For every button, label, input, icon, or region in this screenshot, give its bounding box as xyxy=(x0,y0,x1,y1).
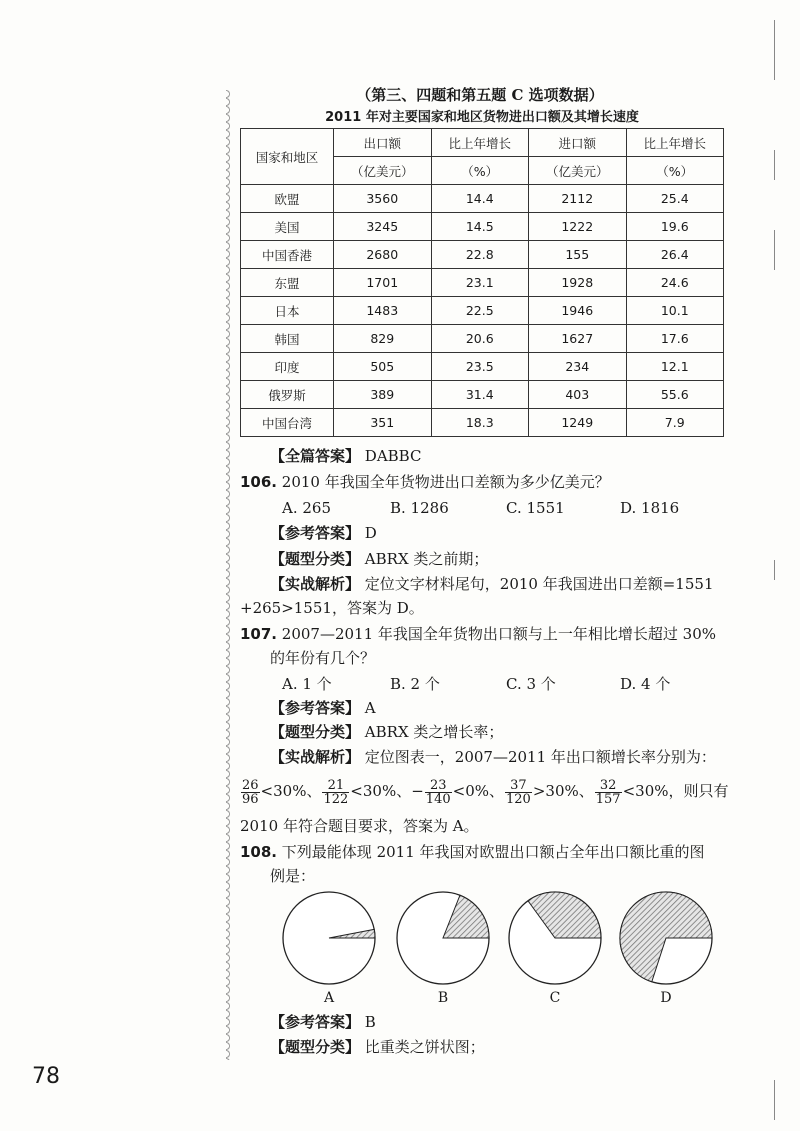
fraction-numerator: 23 xyxy=(425,779,452,793)
fraction-denominator: 96 xyxy=(242,791,259,807)
table-header-cell: 比上年增长 xyxy=(431,129,529,157)
value-cell: 1701 xyxy=(334,269,432,297)
fraction xyxy=(595,779,622,806)
fraction xyxy=(241,779,260,806)
value-cell: 2112 xyxy=(529,185,627,213)
value-cell: 1483 xyxy=(334,297,432,325)
analysis-text: 定位图表一，2007—2011 年出口额增长率分别为： xyxy=(364,748,716,766)
fraction xyxy=(505,779,532,806)
analysis-line xyxy=(270,747,716,767)
table-unit-cell: （亿美元） xyxy=(334,157,432,185)
option-d: D. 4 个 xyxy=(620,675,671,693)
question-text-continued: 例是： xyxy=(270,867,316,885)
fraction-denominator: 157 xyxy=(595,791,621,807)
full-answer-tag: 【全篇答案】 xyxy=(270,447,361,465)
table-row xyxy=(241,409,724,437)
fraction-relation: <30%、 xyxy=(260,782,322,800)
table-row xyxy=(241,185,724,213)
binding-margin-line xyxy=(226,90,234,1060)
option-c: C. 3 个 xyxy=(506,675,556,693)
answer-line xyxy=(270,1012,376,1032)
table-header-row xyxy=(241,129,724,157)
option-a: A. 265 xyxy=(282,499,331,517)
pie-label-c: C xyxy=(549,990,561,1006)
value-cell: 14.4 xyxy=(431,185,529,213)
question-107 xyxy=(240,624,716,644)
answer-line xyxy=(270,698,376,718)
value-cell: 829 xyxy=(334,325,432,353)
fraction-numerator: 26 xyxy=(242,777,259,793)
value-cell: 10.1 xyxy=(626,297,724,325)
type-line xyxy=(270,722,503,742)
table-unit-cell: （亿美元） xyxy=(529,157,627,185)
option-c: C. 1551 xyxy=(506,499,565,517)
value-cell: 22.8 xyxy=(431,241,529,269)
region-cell: 美国 xyxy=(241,213,334,241)
answer-value: B xyxy=(364,1013,376,1031)
fraction-numerator: 37 xyxy=(505,779,532,793)
region-cell: 韩国 xyxy=(241,325,334,353)
question-text: 2007—2011 年我国全年货物出口额与上一年相比增长超过 30% xyxy=(281,625,717,643)
fraction-denominator: 122 xyxy=(323,791,349,807)
question-text: 下列最能体现 2011 年我国对欧盟出口额占全年出口额比重的图 xyxy=(281,843,705,861)
page-number: 78 xyxy=(32,1064,60,1089)
value-cell: 3245 xyxy=(334,213,432,241)
fraction xyxy=(425,779,452,806)
value-cell: 1222 xyxy=(529,213,627,241)
fraction-relation: <30%、 xyxy=(350,782,412,800)
answer-value: D xyxy=(364,524,377,542)
value-cell: 23.1 xyxy=(431,269,529,297)
value-cell: 26.4 xyxy=(626,241,724,269)
table-row xyxy=(241,297,724,325)
analysis-tag: 【实战解析】 xyxy=(270,575,361,593)
table-row xyxy=(241,269,724,297)
option-b: B. 1286 xyxy=(390,499,449,517)
table-header-cell: 进口额 xyxy=(529,129,627,157)
fraction xyxy=(322,779,349,806)
analysis-tag: 【实战解析】 xyxy=(270,748,361,766)
fraction-relation: >30%、 xyxy=(532,782,594,800)
question-number: 107. xyxy=(240,625,278,643)
value-cell: 18.3 xyxy=(431,409,529,437)
region-cell: 欧盟 xyxy=(241,185,334,213)
value-cell: 2680 xyxy=(334,241,432,269)
question-108 xyxy=(240,842,705,862)
table-header-cell: 比上年增长 xyxy=(626,129,724,157)
value-cell: 23.5 xyxy=(431,353,529,381)
value-cell: 55.6 xyxy=(626,381,724,409)
fraction-relation: <0%、 xyxy=(452,782,504,800)
region-cell: 东盟 xyxy=(241,269,334,297)
table-header-cell: 出口额 xyxy=(334,129,432,157)
region-cell: 印度 xyxy=(241,353,334,381)
question-text: 2010 年我国全年货物进出口差额为多少亿美元？ xyxy=(281,473,610,491)
type-line xyxy=(270,1037,485,1057)
table-caption: 2011 年对主要国家和地区货物进出口额及其增长速度 xyxy=(325,110,639,125)
value-cell: 234 xyxy=(529,353,627,381)
growth-fractions xyxy=(240,775,729,807)
value-cell: 1946 xyxy=(529,297,627,325)
table-row xyxy=(241,213,724,241)
type-value: 比重类之饼状图； xyxy=(364,1038,485,1056)
value-cell: 155 xyxy=(529,241,627,269)
pie-label-d: D xyxy=(660,990,672,1006)
analysis-conclusion: 2010 年符合题目要求，答案为 A。 xyxy=(240,817,479,835)
table-unit-cell: （%） xyxy=(431,157,529,185)
analysis-line xyxy=(270,574,713,594)
fraction-relation: <30% xyxy=(622,782,669,800)
value-cell: 1627 xyxy=(529,325,627,353)
question-text-continued: 的年份有几个？ xyxy=(270,649,376,667)
fraction-denominator: 120 xyxy=(506,791,531,807)
value-cell: 14.5 xyxy=(431,213,529,241)
full-answer-line xyxy=(270,446,421,466)
answer-tag: 【参考答案】 xyxy=(270,1013,361,1031)
answer-value: A xyxy=(364,699,376,717)
table-section-title: （第三、四题和第五题 C 选项数据） xyxy=(356,86,604,104)
table-row xyxy=(241,381,724,409)
table-header-cell: 国家和地区 xyxy=(241,129,334,185)
option-a: A. 1 个 xyxy=(282,675,332,693)
fraction-numerator: 21 xyxy=(322,779,349,793)
type-value: ABRX 类之前期； xyxy=(364,550,489,568)
type-value: ABRX 类之增长率； xyxy=(364,723,504,741)
type-tag: 【题型分类】 xyxy=(270,1038,361,1056)
value-cell: 351 xyxy=(334,409,432,437)
analysis-text: 定位文字材料尾句，2010 年我国进出口差额=1551 xyxy=(364,575,714,593)
full-answer-value: DABBC xyxy=(364,447,422,465)
value-cell: 389 xyxy=(334,381,432,409)
answer-line xyxy=(270,523,377,543)
option-b: B. 2 个 xyxy=(390,675,440,693)
type-tag: 【题型分类】 xyxy=(270,550,361,568)
region-cell: 中国香港 xyxy=(241,241,334,269)
pie-label-b: B xyxy=(437,990,449,1006)
question-number: 106. xyxy=(240,473,278,491)
value-cell: 1928 xyxy=(529,269,627,297)
value-cell: 31.4 xyxy=(431,381,529,409)
trade-data-table xyxy=(240,128,724,437)
fraction-sign: − xyxy=(411,782,424,800)
fraction-numerator: 32 xyxy=(595,779,622,793)
table-unit-cell: （%） xyxy=(626,157,724,185)
value-cell: 22.5 xyxy=(431,297,529,325)
region-cell: 中国台湾 xyxy=(241,409,334,437)
option-d: D. 1816 xyxy=(620,499,680,517)
pie-label-a: A xyxy=(323,990,335,1006)
value-cell: 20.6 xyxy=(431,325,529,353)
table-row xyxy=(241,241,724,269)
value-cell: 12.1 xyxy=(626,353,724,381)
value-cell: 3560 xyxy=(334,185,432,213)
question-number: 108. xyxy=(240,843,278,861)
region-cell: 日本 xyxy=(241,297,334,325)
type-line xyxy=(270,549,488,569)
pie-chart-options xyxy=(270,888,750,988)
value-cell: 505 xyxy=(334,353,432,381)
answer-tag: 【参考答案】 xyxy=(270,524,361,542)
table-row xyxy=(241,353,724,381)
value-cell: 19.6 xyxy=(626,213,724,241)
value-cell: 403 xyxy=(529,381,627,409)
fraction-tail: ，则只有 xyxy=(668,782,729,800)
fraction-denominator: 140 xyxy=(425,791,451,807)
table-row xyxy=(241,325,724,353)
value-cell: 1249 xyxy=(529,409,627,437)
value-cell: 7.9 xyxy=(626,409,724,437)
value-cell: 25.4 xyxy=(626,185,724,213)
value-cell: 24.6 xyxy=(626,269,724,297)
type-tag: 【题型分类】 xyxy=(270,723,361,741)
value-cell: 17.6 xyxy=(626,325,724,353)
region-cell: 俄罗斯 xyxy=(241,381,334,409)
question-106 xyxy=(240,472,610,492)
answer-tag: 【参考答案】 xyxy=(270,699,361,717)
analysis-continued: +265>1551，答案为 D。 xyxy=(240,599,424,617)
right-margin-marks xyxy=(766,0,786,1131)
